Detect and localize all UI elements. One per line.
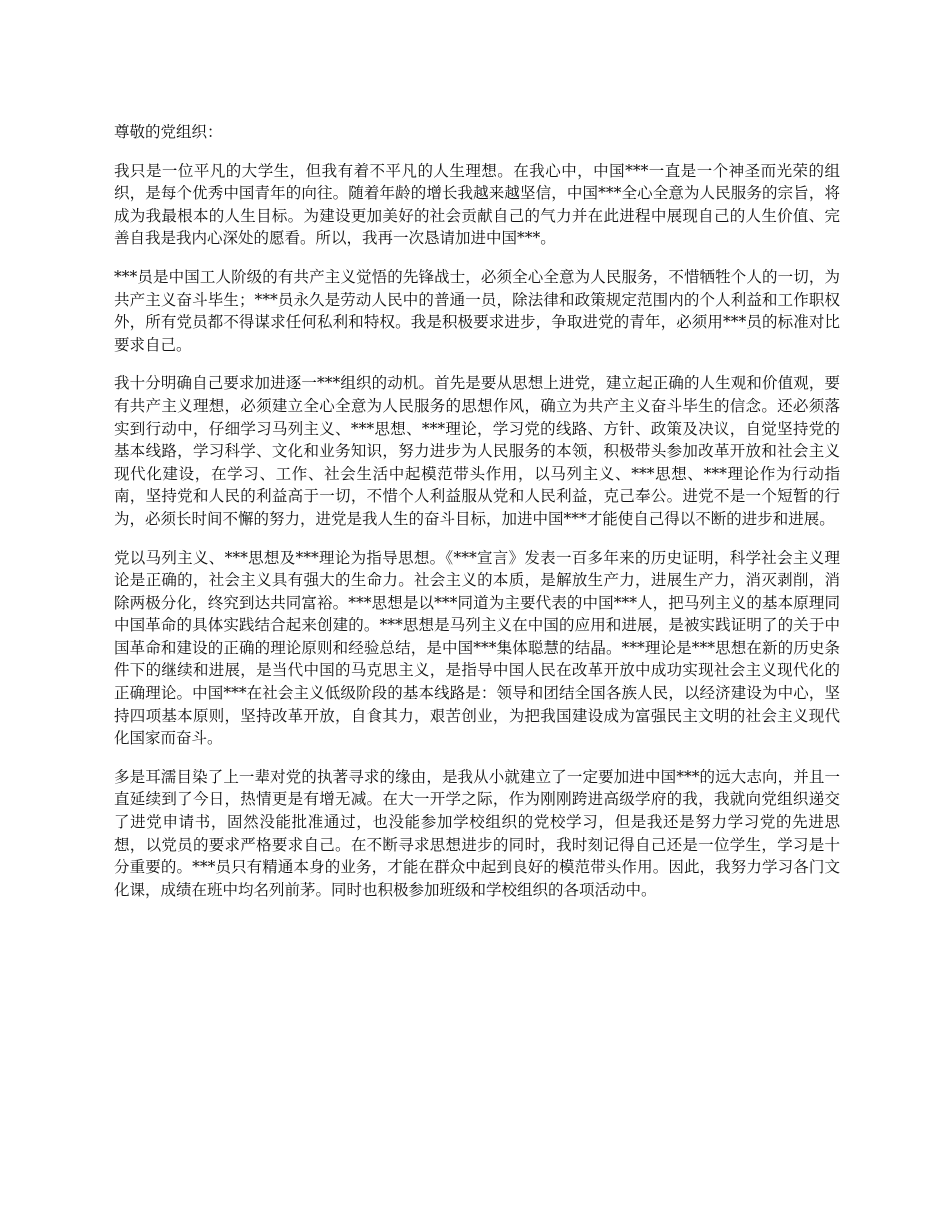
paragraph-5: 多是耳濡目染了上一辈对党的执著寻求的缘由，是我从小就建立了一定要加进中国***的远大志向，并且一直延续到了今日，热情更是有增无减。在大一开学之际，作为刚刚跨进高级学府的我，我就向党组织递交了进党申请书，固然没能批准通过，也没能参加学校组织的党校学习，但是我还是努力学习党的先进思想，以党员的要求严格要求自己。在不断寻求思想进步的同时，我时刻记得自己还是一位学生，学习是十分重要的。***员只有精通本身的业务，才能在群众中起到良好的模范带头作用。因此，我努力学习各门文化课，成绩在班中均名列前茅。同时也积极参加班级和学校组织的各项活动中。 bbox=[114, 767, 840, 899]
paragraph-4: 党以马列主义、***思想及***理论为指导思想。《***宣言》发表一百多年来的历史证明，科学社会主义理论是正确的，社会主义具有强大的生命力。社会主义的本质，是解放生产力，进展生产力，消灭剥削，消除两极分化，终究到达共同富裕。***思想是以***同道为主要代表的中国***人，把马列主义的基本原理同中国革命的具体实践结合起来创建的。***思想是马列主义在中国的应用和进展，是被实践证明了的关于中国革命和建设的正确的理论原则和经验总结，是中国***集体聪慧的结晶。***理论是***思想在新的历史条件下的继续和进展，是当代中国的马克思主义，是指导中国人民在改革开放中成功实现社会主义现代化的正确理论。中国***在社会主义低级阶段的基本线路是：领导和团结全国各族人民，以经济建设为中心，坚持四项基本原则，坚持改革开放，自食其力，艰苦创业，为把我国建设成为富强民主文明的社会主义现代化国家而奋斗。 bbox=[114, 548, 840, 748]
paragraph-1: 我只是一位平凡的大学生，但我有着不平凡的人生理想。在我心中，中国***一直是一个神圣而光荣的组织，是每个优秀中国青年的向往。随着年龄的增长我越来越坚信，中国***全心全意为人民服务的宗旨，将成为我最根本的人生目标。为建设更加美好的社会贡献自己的气力并在此进程中展现自己的人生价值、完善自我是我内心深处的愿看。所以，我再一次恳请加进中国***。 bbox=[114, 161, 840, 248]
paragraph-2: ***员是中国工人阶级的有共产主义觉悟的先锋战士，必须全心全意为人民服务，不惜牺牲个人的一切，为共产主义奋斗毕生；***员永久是劳动人民中的普通一员，除法律和政策规定范围内的个人利益和工作职权外，所有党员都不得谋求任何私利和特权。我是积极要求进步，争取进党的青年，必须用***员的标准对比要求自己。 bbox=[114, 267, 840, 354]
document-body bbox=[114, 121, 840, 917]
salutation: 尊敬的党组织： bbox=[114, 123, 223, 141]
paragraph-3: 我十分明确自己要求加进逐一***组织的动机。首先是要从思想上进党，建立起正确的人生观和价值观，要有共产主义理想，必须建立全心全意为人民服务的思想作风，确立为共产主义奋斗毕生的信念。还必须落实到行动中，仔细学习马列主义、***思想、***理论，学习党的线路、方针、政策及决议，自觉坚持党的基本线路，学习科学、文化和业务知识，努力进步为人民服务的本领，积极带头参加改革开放和社会主义现代化建设，在学习、工作、社会生活中起模范带头作用，以马列主义、***思想、***理论作为行动指南，坚持党和人民的利益高于一切，不惜个人利益服从党和人民利益，克己奉公。进党不是一个短暂的行为，必须长时间不懈的努力，进党是我人生的奋斗目标，加进中国***才能使自己得以不断的进步和进展。 bbox=[114, 374, 840, 528]
